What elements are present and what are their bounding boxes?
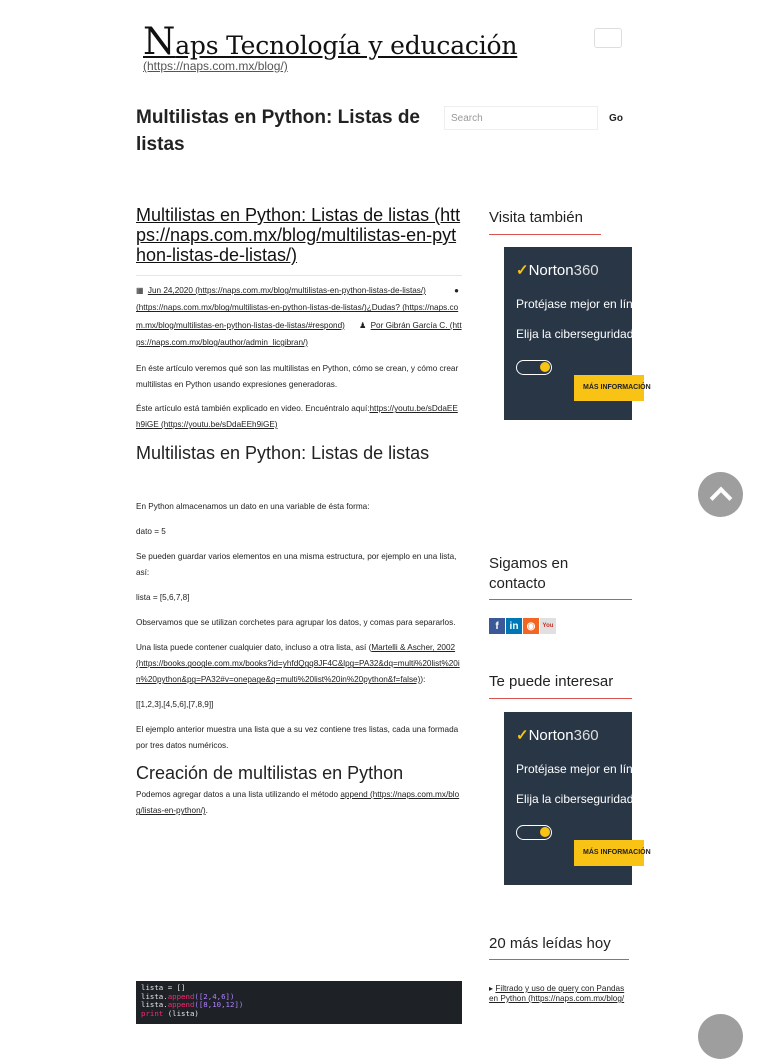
code-line-3-fn: append: [167, 1000, 195, 1010]
sidebar-rule: [489, 599, 632, 600]
ad-cta-button[interactable]: MÁS INFORMACIÓN: [574, 375, 644, 401]
code-line-2-args: ([2,4,6]): [194, 991, 235, 1001]
sidebar-interesar-title: Te puede interesar: [489, 673, 614, 690]
user-icon: ♟: [359, 320, 367, 330]
code-line-2-fn: append: [167, 991, 195, 1001]
ad-line-2: Elija la ciberseguridad: [516, 792, 634, 806]
norton-brand: Norton: [528, 262, 574, 279]
bullet-icon: ▸: [489, 984, 496, 993]
norton-check-icon: ✓: [516, 727, 529, 744]
menu-toggle-button[interactable]: [594, 28, 622, 48]
norton-ad-2[interactable]: [504, 712, 651, 885]
append-link[interactable]: append (https://naps.com.mx/blog/listas-en-python/): [136, 790, 460, 816]
section-title-creacion: Creación de multilistas en Python: [136, 763, 404, 784]
norton-check-icon: ✓: [516, 262, 529, 279]
paragraph-6-end: ):: [420, 675, 426, 685]
site-title-initial: N: [143, 20, 176, 63]
sidebar-contacto-title: Sigamos en contacto: [489, 555, 569, 592]
paragraph-9: [136, 787, 462, 819]
post-date-link[interactable]: Jun 24,2020 (https://naps.com.mx/blog/multilistas-en-python-listas-de-listas/): [147, 286, 426, 295]
post-author-link[interactable]: Por Gibrán García C. (https://naps.com.mx/blog/author/admin_licgibran/): [136, 320, 462, 347]
paragraph-2: dato = 5: [136, 527, 166, 537]
youtube-icon[interactable]: You: [540, 618, 556, 634]
paragraph-9-end: .: [205, 806, 208, 816]
norton-ad-1[interactable]: [504, 247, 651, 420]
toggle-icon: [516, 825, 552, 840]
paragraph-1: En Python almacenamos un dato en una variable de ésta forma:: [136, 502, 370, 512]
scroll-to-top-button[interactable]: [698, 472, 743, 517]
section-title-multilistas: Multilistas en Python: Listas de listas: [136, 443, 430, 464]
top-posts-list: [489, 984, 629, 1004]
norton-brand: Norton: [528, 727, 574, 744]
paragraph-4: lista = [5,6,7,8]: [136, 593, 190, 603]
search-go-button[interactable]: Go: [604, 108, 628, 128]
sidebar-rule: [489, 234, 601, 235]
video-paragraph: [136, 401, 462, 433]
code-line-4-kw: print: [141, 1008, 164, 1018]
code-line-3-obj: lista.: [141, 1000, 168, 1010]
linkedin-icon[interactable]: in: [506, 618, 522, 634]
post-title-link[interactable]: Multilistas en Python: Listas de listas (https://naps.com.mx/blog/multilistas-en-python-listas-de-listas/): [136, 205, 461, 265]
code-line-2-obj: lista.: [141, 991, 168, 1001]
comments-icon: ●: [454, 286, 460, 295]
code-block: [136, 981, 462, 1024]
search-input[interactable]: [444, 106, 598, 130]
ad-line-2: Elija la ciberseguridad: [516, 327, 634, 341]
code-line-3-args: ([8,10,12]): [194, 1000, 244, 1010]
meta-divider: [136, 275, 462, 276]
norton-number: 360: [573, 262, 599, 279]
sidebar-visita-title: Visita también: [489, 209, 583, 226]
paragraph-5: Observamos que se utilizan corchetes para agrupar los datos, y comas para separarlos.: [136, 618, 456, 628]
norton-number: 360: [573, 727, 599, 744]
paragraph-3: Se pueden guardar varios elementos en una misma estructura, por ejemplo en una lista, así:: [136, 552, 457, 578]
top-post-link[interactable]: Filtrado y uso de query con Pandas en Python (https://naps.com.mx/blog/: [489, 984, 625, 1003]
calendar-icon: ▦: [136, 286, 144, 295]
norton-logo: [516, 726, 599, 744]
ad-cta-button[interactable]: MÁS INFORMACIÓN: [574, 840, 644, 866]
scroll-to-top-button-secondary[interactable]: [698, 1014, 743, 1059]
social-icons: [489, 618, 556, 635]
ad-line-1: Protéjase mejor en línea: [516, 297, 647, 311]
code-line-1: lista = []: [141, 983, 186, 992]
paragraph-6: [136, 640, 462, 688]
video-link[interactable]: https://youtu.be/sDdaEEh9iGE (https://youtu.be/sDdaEEh9iGE): [136, 404, 458, 430]
code-line-4-args: (lista): [163, 1008, 199, 1018]
toggle-icon: [516, 360, 552, 375]
page-title: Multilistas en Python: Listas de listas: [136, 107, 420, 155]
intro-paragraph: En éste artículo veremos qué son las multilistas en Python, cómo se crean, y cómo crear multilistas en Python usando expresiones generadoras.: [136, 364, 459, 390]
sidebar-rule: [489, 959, 629, 960]
paragraph-7: [[1,2,3],[4,5,6],[7,8,9]]: [136, 700, 214, 710]
paragraph-9-text: Podemos agregar datos a una lista utilizando el método: [136, 790, 341, 800]
article: [136, 205, 462, 819]
paragraph-6-text: Una lista puede contener cualquier dato, incluso a otra lista, así (: [136, 643, 372, 653]
sidebar-rule: [489, 698, 632, 699]
post-comments-link[interactable]: (https://naps.com.mx/blog/multilistas-en-python-listas-de-listas/)¿Dudas? (https://naps.com.mx/blog/multilistas-en-python-listas-de-listas/#respond): [136, 303, 459, 330]
paragraph-8: El ejemplo anterior muestra una lista que a su vez contiene tres listas, cada una formada por tres datos numéricos.: [136, 725, 459, 751]
norton-logo: [516, 261, 599, 279]
site-title-link[interactable]: [143, 20, 517, 63]
post-meta: [136, 282, 462, 351]
site-url-link[interactable]: (https://naps.com.mx/blog/): [143, 59, 288, 73]
rss-icon[interactable]: ◉: [523, 618, 539, 634]
video-text: Éste artículo está también explicado en video. Encuéntralo aquí:: [136, 404, 370, 414]
facebook-icon[interactable]: f: [489, 618, 505, 634]
site-title-text: aps Tecnología y educación: [175, 31, 518, 60]
ad-line-1: Protéjase mejor en línea: [516, 762, 647, 776]
sidebar-leidas-title: 20 más leídas hoy: [489, 935, 611, 952]
martelli-link[interactable]: Martelli & Ascher, 2002 (https://books.google.com.mx/books?id=yhfdQgq8JF4C&lpg=PA32&dq=multi%20list%20in%20python&pg=PA32#v=onepage&q=multi%20list%20in%20python&f=false): [136, 643, 460, 685]
